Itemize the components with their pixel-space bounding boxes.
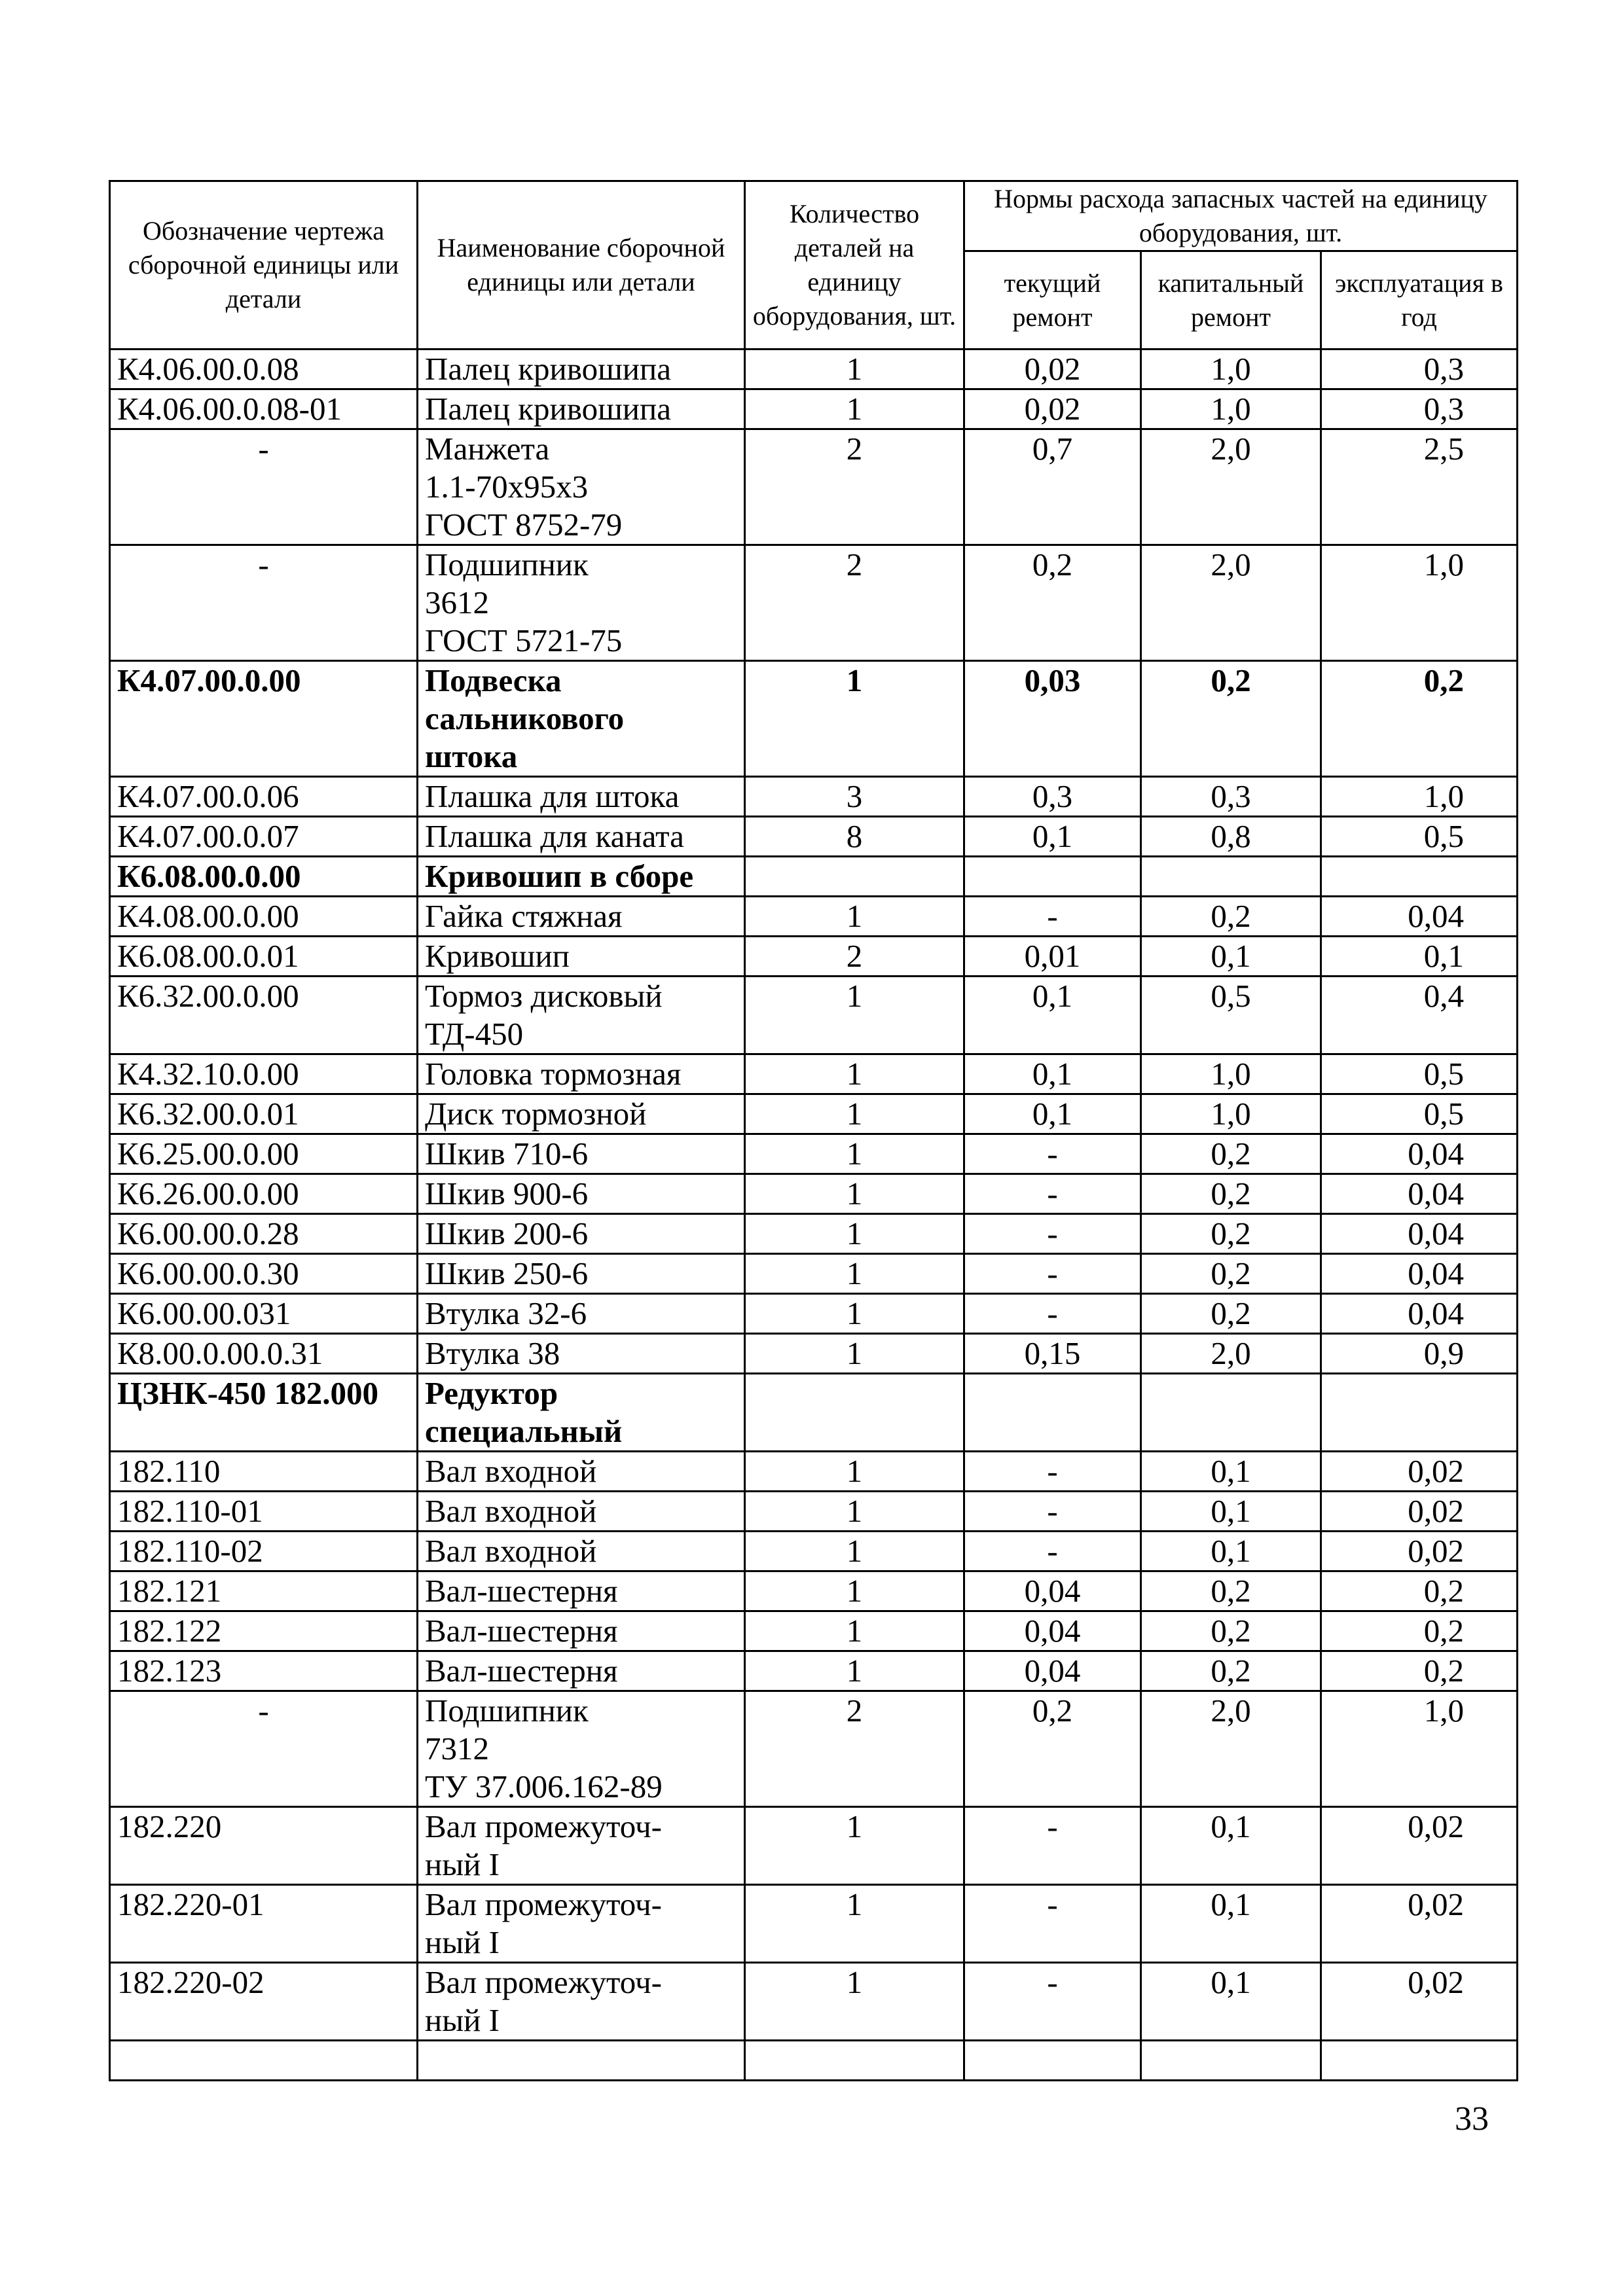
cell-name: Вал-шестерня [418,1571,745,1611]
cell-operation-per-year: 0,2 [1321,1571,1518,1611]
table-row [110,1492,1518,1532]
cell-quantity: 1 [745,1492,964,1532]
cell-capital-repair: 0,2 [1141,1571,1321,1611]
cell-operation-per-year: 0,02 [1321,1963,1518,2041]
header-norms: Нормы расхода запасных частей на единицу оборудования, шт. [964,181,1518,251]
cell-capital-repair: 2,0 [1141,1334,1321,1374]
cell-quantity: 2 [745,937,964,977]
cell-operation-per-year: 2,5 [1321,429,1518,545]
cell-quantity: 8 [745,817,964,857]
cell-designation: К4.06.00.0.08 [110,350,418,389]
cell-current-repair: 0,7 [964,429,1141,545]
cell-current-repair: 0,3 [964,777,1141,817]
cell-designation: ЦЗНК-450 182.000 [110,1374,418,1452]
cell-current-repair: 0,04 [964,1571,1141,1611]
cell-name: Манжета 1.1-70x95x3 ГОСТ 8752-79 [418,429,745,545]
cell-name: Подвеска сальникового штока [418,661,745,777]
cell-operation-per-year: 0,04 [1321,897,1518,937]
cell-capital-repair: 0,2 [1141,661,1321,777]
table-row [110,429,1518,545]
cell-current-repair: - [964,897,1141,937]
cell-designation: К4.32.10.0.00 [110,1054,418,1094]
cell-current-repair: 0,02 [964,389,1141,429]
cell-current-repair: 0,1 [964,1094,1141,1134]
cell-operation-per-year: 1,0 [1321,545,1518,661]
cell-operation-per-year: 0,3 [1321,389,1518,429]
cell-designation: К4.07.00.0.00 [110,661,418,777]
cell-designation: - [110,545,418,661]
header-designation: Обозначение чертежа сборочной единицы или детали [110,181,418,350]
cell-name: Подшипник 3612 ГОСТ 5721-75 [418,545,745,661]
cell-quantity: 1 [745,1611,964,1651]
table-row [110,350,1518,389]
cell-name: Вал-шестерня [418,1611,745,1651]
cell-name: Шкив 900-6 [418,1174,745,1214]
cell-name: Шкив 710-6 [418,1134,745,1174]
cell-quantity: 2 [745,545,964,661]
cell-designation: К4.07.00.0.06 [110,777,418,817]
cell-designation: 182.110-02 [110,1532,418,1571]
cell-name: Палец кривошипа [418,389,745,429]
cell-operation-per-year: 0,02 [1321,1492,1518,1532]
cell-name: Вал промежуточ- ный I [418,1807,745,1885]
table-row [110,1214,1518,1254]
cell-capital-repair: 0,2 [1141,1134,1321,1174]
cell-operation-per-year: 0,5 [1321,817,1518,857]
table-row [110,977,1518,1054]
cell-quantity: 1 [745,661,964,777]
table-row [110,1807,1518,1885]
cell-current-repair: - [964,1254,1141,1294]
cell-capital-repair: 0,1 [1141,937,1321,977]
table-row [110,1254,1518,1294]
header-capital-repair: капитальный ремонт [1141,251,1321,350]
cell-capital-repair: 0,1 [1141,1963,1321,2041]
cell-designation: К4.08.00.0.00 [110,897,418,937]
cell-designation: К6.08.00.0.01 [110,937,418,977]
cell-quantity: 1 [745,350,964,389]
cell-name: Кривошип [418,937,745,977]
cell-designation: 182.110-01 [110,1492,418,1532]
header-operation-per-year: эксплуатация в год [1321,251,1518,350]
cell-quantity: 1 [745,1294,964,1334]
cell-name: Кривошип в сборе [418,857,745,897]
cell-name: Вал промежуточ- ный I [418,1963,745,2041]
cell-operation-per-year: 0,5 [1321,1094,1518,1134]
table-row [110,1174,1518,1214]
cell-name: Плашка для каната [418,817,745,857]
cell-name: Вал входной [418,1532,745,1571]
cell-current-repair: 0,2 [964,545,1141,661]
empty-cell [1141,2041,1321,2081]
cell-capital-repair: 0,3 [1141,777,1321,817]
cell-capital-repair [1141,857,1321,897]
table-row [110,1532,1518,1571]
cell-designation: К6.32.00.0.00 [110,977,418,1054]
cell-capital-repair: 0,2 [1141,1611,1321,1651]
cell-designation: - [110,429,418,545]
header-name: Наименование сборочной единицы или детали [418,181,745,350]
cell-quantity: 1 [745,977,964,1054]
cell-capital-repair: 1,0 [1141,1094,1321,1134]
cell-quantity: 1 [745,1651,964,1691]
cell-current-repair: 0,02 [964,350,1141,389]
table-row [110,897,1518,937]
cell-quantity: 1 [745,1334,964,1374]
spare-parts-table [109,180,1518,2081]
cell-capital-repair [1141,1374,1321,1452]
cell-operation-per-year: 0,1 [1321,937,1518,977]
table-row [110,661,1518,777]
cell-current-repair: - [964,1134,1141,1174]
table-row [110,1691,1518,1807]
cell-designation: 182.220-02 [110,1963,418,2041]
cell-quantity [745,857,964,897]
table-row [110,1334,1518,1374]
cell-name: Диск тормозной [418,1094,745,1134]
header-current-repair: текущий ремонт [964,251,1141,350]
cell-designation: 182.220-01 [110,1885,418,1963]
cell-designation: - [110,1691,418,1807]
cell-operation-per-year: 1,0 [1321,1691,1518,1807]
table-row [110,1094,1518,1134]
cell-current-repair: - [964,1214,1141,1254]
table-row [110,389,1518,429]
cell-current-repair: 0,03 [964,661,1141,777]
cell-current-repair: 0,1 [964,817,1141,857]
table-row [110,1963,1518,2041]
cell-name: Вал промежуточ- ный I [418,1885,745,1963]
header-quantity: Количество деталей на единицу оборудования, шт. [745,181,964,350]
cell-designation: К6.08.00.0.00 [110,857,418,897]
cell-name: Редуктор специальный [418,1374,745,1452]
table-row [110,1571,1518,1611]
cell-quantity: 3 [745,777,964,817]
cell-name: Гайка стяжная [418,897,745,937]
cell-capital-repair: 1,0 [1141,350,1321,389]
cell-operation-per-year [1321,857,1518,897]
empty-cell [1321,2041,1518,2081]
cell-designation: К6.00.00.0.30 [110,1254,418,1294]
empty-cell [964,2041,1141,2081]
cell-capital-repair: 0,2 [1141,1214,1321,1254]
cell-name: Плашка для штока [418,777,745,817]
cell-name: Головка тормозная [418,1054,745,1094]
cell-capital-repair: 0,1 [1141,1885,1321,1963]
cell-designation: К6.26.00.0.00 [110,1174,418,1214]
cell-name: Шкив 250-6 [418,1254,745,1294]
cell-current-repair [964,857,1141,897]
cell-designation: К4.07.00.0.07 [110,817,418,857]
cell-quantity: 1 [745,1807,964,1885]
cell-capital-repair: 0,2 [1141,1651,1321,1691]
cell-current-repair: - [964,1532,1141,1571]
cell-name: Вал входной [418,1492,745,1532]
cell-operation-per-year: 0,04 [1321,1254,1518,1294]
cell-capital-repair: 0,2 [1141,1254,1321,1294]
cell-name: Вал-шестерня [418,1651,745,1691]
cell-name: Палец кривошипа [418,350,745,389]
cell-current-repair: 0,1 [964,1054,1141,1094]
cell-name: Подшипник 7312 ТУ 37.006.162-89 [418,1691,745,1807]
cell-operation-per-year: 0,2 [1321,661,1518,777]
cell-designation: К4.06.00.0.08-01 [110,389,418,429]
cell-capital-repair: 2,0 [1141,1691,1321,1807]
cell-capital-repair: 0,1 [1141,1452,1321,1492]
table-body [110,350,1518,2041]
cell-capital-repair: 1,0 [1141,1054,1321,1094]
table-row [110,1885,1518,1963]
cell-name: Втулка 38 [418,1334,745,1374]
table-row [110,1452,1518,1492]
cell-current-repair: 0,01 [964,937,1141,977]
cell-quantity: 1 [745,1134,964,1174]
cell-current-repair: - [964,1807,1141,1885]
empty-row [110,2041,1518,2081]
cell-capital-repair: 0,2 [1141,897,1321,937]
cell-capital-repair: 0,1 [1141,1492,1321,1532]
cell-operation-per-year: 0,4 [1321,977,1518,1054]
cell-name: Втулка 32-6 [418,1294,745,1334]
cell-capital-repair: 2,0 [1141,429,1321,545]
cell-designation: К6.00.00.0.28 [110,1214,418,1254]
cell-operation-per-year: 0,5 [1321,1054,1518,1094]
cell-current-repair: - [964,1174,1141,1214]
cell-operation-per-year: 0,2 [1321,1611,1518,1651]
cell-capital-repair: 0,8 [1141,817,1321,857]
cell-capital-repair: 0,1 [1141,1532,1321,1571]
cell-quantity: 1 [745,389,964,429]
table-row [110,817,1518,857]
cell-capital-repair: 2,0 [1141,545,1321,661]
cell-quantity: 1 [745,1174,964,1214]
cell-operation-per-year: 0,04 [1321,1134,1518,1174]
table-row [110,1054,1518,1094]
cell-current-repair: - [964,1492,1141,1532]
table-row [110,937,1518,977]
table-row [110,777,1518,817]
empty-cell [745,2041,964,2081]
cell-designation: 182.122 [110,1611,418,1651]
cell-quantity: 1 [745,1214,964,1254]
cell-current-repair: 0,2 [964,1691,1141,1807]
cell-designation: К6.00.00.031 [110,1294,418,1334]
cell-capital-repair: 0,2 [1141,1174,1321,1214]
cell-current-repair [964,1374,1141,1452]
cell-current-repair: 0,15 [964,1334,1141,1374]
cell-quantity: 1 [745,1254,964,1294]
cell-current-repair: 0,04 [964,1651,1141,1691]
cell-current-repair: - [964,1294,1141,1334]
cell-quantity: 1 [745,1532,964,1571]
cell-current-repair: 0,04 [964,1611,1141,1651]
cell-name: Шкив 200-6 [418,1214,745,1254]
cell-capital-repair: 0,5 [1141,977,1321,1054]
cell-operation-per-year: 0,2 [1321,1651,1518,1691]
cell-capital-repair: 0,2 [1141,1294,1321,1334]
cell-designation: 182.121 [110,1571,418,1611]
cell-designation: 182.220 [110,1807,418,1885]
cell-operation-per-year: 1,0 [1321,777,1518,817]
table-row [110,1294,1518,1334]
cell-name: Вал входной [418,1452,745,1492]
cell-quantity: 2 [745,1691,964,1807]
cell-quantity: 1 [745,1452,964,1492]
cell-quantity: 1 [745,1054,964,1094]
cell-current-repair: - [964,1885,1141,1963]
page-number: 33 [1455,2100,1489,2138]
cell-designation: К6.25.00.0.00 [110,1134,418,1174]
cell-quantity: 1 [745,1571,964,1611]
table-row [110,1611,1518,1651]
cell-current-repair: 0,1 [964,977,1141,1054]
cell-operation-per-year: 0,3 [1321,350,1518,389]
cell-quantity: 1 [745,897,964,937]
cell-designation: К8.00.0.00.0.31 [110,1334,418,1374]
table-row [110,1651,1518,1691]
cell-name: Тормоз дисковый ТД-450 [418,977,745,1054]
cell-operation-per-year: 0,04 [1321,1214,1518,1254]
cell-current-repair: - [964,1452,1141,1492]
table-row [110,545,1518,661]
cell-designation: 182.123 [110,1651,418,1691]
cell-operation-per-year: 0,9 [1321,1334,1518,1374]
cell-operation-per-year: 0,02 [1321,1807,1518,1885]
cell-capital-repair: 1,0 [1141,389,1321,429]
empty-cell [110,2041,418,2081]
table-row [110,1374,1518,1452]
cell-designation: 182.110 [110,1452,418,1492]
cell-quantity: 1 [745,1885,964,1963]
cell-quantity [745,1374,964,1452]
cell-operation-per-year: 0,02 [1321,1532,1518,1571]
cell-quantity: 1 [745,1094,964,1134]
cell-quantity: 1 [745,1963,964,2041]
table-row [110,857,1518,897]
cell-operation-per-year: 0,02 [1321,1885,1518,1963]
cell-quantity: 2 [745,429,964,545]
cell-capital-repair: 0,1 [1141,1807,1321,1885]
cell-current-repair: - [964,1963,1141,2041]
empty-cell [418,2041,745,2081]
table-row [110,1134,1518,1174]
cell-operation-per-year: 0,04 [1321,1294,1518,1334]
cell-designation: К6.32.00.0.01 [110,1094,418,1134]
cell-operation-per-year: 0,04 [1321,1174,1518,1214]
cell-operation-per-year [1321,1374,1518,1452]
cell-operation-per-year: 0,02 [1321,1452,1518,1492]
